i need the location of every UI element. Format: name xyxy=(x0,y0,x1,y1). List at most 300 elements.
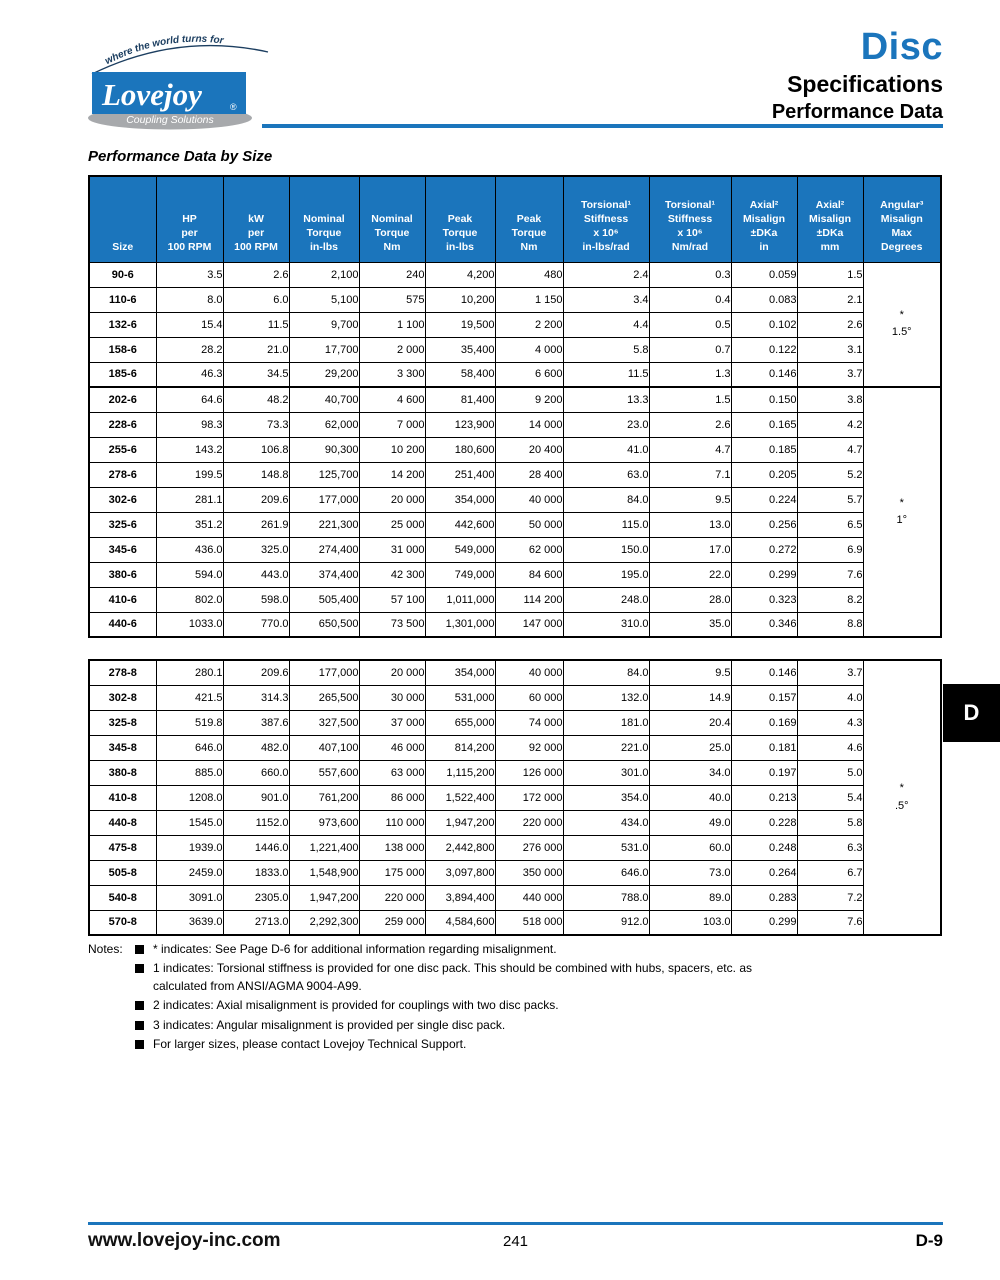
value-cell: 84 600 xyxy=(495,562,563,587)
value-cell: 9.5 xyxy=(649,487,731,512)
value-cell: 177,000 xyxy=(289,487,359,512)
value-cell: 0.181 xyxy=(731,735,797,760)
table-row xyxy=(89,785,941,810)
product-title: Disc xyxy=(860,26,943,68)
value-cell: 0.4 xyxy=(649,287,731,312)
value-cell: 5,100 xyxy=(289,287,359,312)
value-cell: 0.248 xyxy=(731,835,797,860)
value-cell: 115.0 xyxy=(563,512,649,537)
value-cell: 354,000 xyxy=(425,487,495,512)
value-cell: 17,700 xyxy=(289,337,359,362)
value-cell: 64.6 xyxy=(156,387,223,412)
value-cell: 110 000 xyxy=(359,810,425,835)
note-item xyxy=(135,1036,771,1053)
value-cell: 123,900 xyxy=(425,412,495,437)
value-cell: 814,200 xyxy=(425,735,495,760)
value-cell: 0.146 xyxy=(731,362,797,387)
footer-rule xyxy=(88,1222,943,1225)
table-row xyxy=(89,312,941,337)
value-cell: 1208.0 xyxy=(156,785,223,810)
value-cell: 172 000 xyxy=(495,785,563,810)
value-cell: 40 000 xyxy=(495,487,563,512)
value-cell: 40 000 xyxy=(495,660,563,685)
value-cell: 114 200 xyxy=(495,587,563,612)
value-cell: 650,500 xyxy=(289,612,359,637)
value-cell: 89.0 xyxy=(649,885,731,910)
value-cell: 4.0 xyxy=(797,685,863,710)
header-rule xyxy=(262,124,943,128)
value-cell: 1833.0 xyxy=(223,860,289,885)
registered-trademark-icon: ® xyxy=(230,102,237,112)
value-cell: 13.3 xyxy=(563,387,649,412)
value-cell: 9 200 xyxy=(495,387,563,412)
value-cell: 0.224 xyxy=(731,487,797,512)
value-cell: 2,292,300 xyxy=(289,910,359,935)
value-cell: 310.0 xyxy=(563,612,649,637)
value-cell: 8.2 xyxy=(797,587,863,612)
value-cell: 0.157 xyxy=(731,685,797,710)
value-cell: 22.0 xyxy=(649,562,731,587)
value-cell: 209.6 xyxy=(223,660,289,685)
value-cell: 20.4 xyxy=(649,710,731,735)
table-row xyxy=(89,835,941,860)
value-cell: 749,000 xyxy=(425,562,495,587)
notes-section xyxy=(88,941,771,1055)
size-cell: 185-6 xyxy=(89,362,156,387)
value-cell: 42 300 xyxy=(359,562,425,587)
value-cell: 314.3 xyxy=(223,685,289,710)
value-cell: 138 000 xyxy=(359,835,425,860)
value-cell: 770.0 xyxy=(223,612,289,637)
value-cell: 150.0 xyxy=(563,537,649,562)
table-row xyxy=(89,262,941,287)
value-cell: 0.228 xyxy=(731,810,797,835)
value-cell: 60 000 xyxy=(495,685,563,710)
column-header: Angular³ Misalign Max Degrees xyxy=(863,176,941,262)
footer-website-link[interactable]: www.lovejoy-inc.com xyxy=(88,1230,281,1251)
value-cell: 6.0 xyxy=(223,287,289,312)
value-cell: 351.2 xyxy=(156,512,223,537)
value-cell: 2 200 xyxy=(495,312,563,337)
size-cell: 132-6 xyxy=(89,312,156,337)
size-cell: 410-8 xyxy=(89,785,156,810)
value-cell: 126 000 xyxy=(495,760,563,785)
value-cell: 37 000 xyxy=(359,710,425,735)
value-cell: 2.4 xyxy=(563,262,649,287)
footer-page-code: D-9 xyxy=(915,1231,943,1250)
value-cell: 531,000 xyxy=(425,685,495,710)
value-cell: 440 000 xyxy=(495,885,563,910)
value-cell: 3091.0 xyxy=(156,885,223,910)
value-cell: 106.8 xyxy=(223,437,289,462)
notes-label: Notes: xyxy=(88,942,123,956)
performance-table-8-disc xyxy=(88,659,942,936)
section-tab-d: D xyxy=(943,684,1000,742)
value-cell: 31 000 xyxy=(359,537,425,562)
lovejoy-logo xyxy=(80,22,275,134)
value-cell: 58,400 xyxy=(425,362,495,387)
size-cell: 158-6 xyxy=(89,337,156,362)
value-cell: 209.6 xyxy=(223,487,289,512)
value-cell: 13.0 xyxy=(649,512,731,537)
value-cell: 17.0 xyxy=(649,537,731,562)
table-row xyxy=(89,710,941,735)
value-cell: 660.0 xyxy=(223,760,289,785)
value-cell: 387.6 xyxy=(223,710,289,735)
column-header: Nominal Torque in-lbs xyxy=(289,176,359,262)
value-cell: 885.0 xyxy=(156,760,223,785)
value-cell: 4.4 xyxy=(563,312,649,337)
square-bullet-icon xyxy=(135,1001,144,1010)
value-cell: 23.0 xyxy=(563,412,649,437)
value-cell: 2.1 xyxy=(797,287,863,312)
column-header: Peak Torque Nm xyxy=(495,176,563,262)
value-cell: 46.3 xyxy=(156,362,223,387)
value-cell: 63.0 xyxy=(563,462,649,487)
value-cell: 148.8 xyxy=(223,462,289,487)
value-cell: 3639.0 xyxy=(156,910,223,935)
value-cell: 14.9 xyxy=(649,685,731,710)
value-cell: 90,300 xyxy=(289,437,359,462)
value-cell: 0.150 xyxy=(731,387,797,412)
value-cell: 180,600 xyxy=(425,437,495,462)
table-row xyxy=(89,612,941,637)
value-cell: 5.0 xyxy=(797,760,863,785)
value-cell: 2459.0 xyxy=(156,860,223,885)
value-cell: 0.283 xyxy=(731,885,797,910)
value-cell: 2.6 xyxy=(649,412,731,437)
table-row xyxy=(89,387,941,412)
value-cell: 301.0 xyxy=(563,760,649,785)
size-cell: 228-6 xyxy=(89,412,156,437)
note-text: For larger sizes, please contact Lovejoy Technical Support. xyxy=(153,1036,467,1051)
value-cell: 4,200 xyxy=(425,262,495,287)
value-cell: 549,000 xyxy=(425,537,495,562)
value-cell: 557,600 xyxy=(289,760,359,785)
value-cell: 973,600 xyxy=(289,810,359,835)
value-cell: 0.146 xyxy=(731,660,797,685)
value-cell: 14 000 xyxy=(495,412,563,437)
value-cell: 575 xyxy=(359,287,425,312)
value-cell: 30 000 xyxy=(359,685,425,710)
value-cell: 436.0 xyxy=(156,537,223,562)
value-cell: 594.0 xyxy=(156,562,223,587)
value-cell: 57 100 xyxy=(359,587,425,612)
value-cell: 2.6 xyxy=(223,262,289,287)
value-cell: 4.7 xyxy=(649,437,731,462)
value-cell: 276 000 xyxy=(495,835,563,860)
value-cell: 62,000 xyxy=(289,412,359,437)
value-cell: 0.213 xyxy=(731,785,797,810)
value-cell: 0.165 xyxy=(731,412,797,437)
table-row xyxy=(89,760,941,785)
value-cell: 0.323 xyxy=(731,587,797,612)
value-cell: 7.6 xyxy=(797,562,863,587)
column-header: Axial² Misalign ±DKa in xyxy=(731,176,797,262)
value-cell: 84.0 xyxy=(563,660,649,685)
value-cell: 4 000 xyxy=(495,337,563,362)
table-row xyxy=(89,287,941,312)
value-cell: 519.8 xyxy=(156,710,223,735)
value-cell: 1,221,400 xyxy=(289,835,359,860)
value-cell: 518 000 xyxy=(495,910,563,935)
value-cell: 5.4 xyxy=(797,785,863,810)
table-row xyxy=(89,685,941,710)
value-cell: 40.0 xyxy=(649,785,731,810)
value-cell: 98.3 xyxy=(156,412,223,437)
note-item xyxy=(135,1017,771,1034)
angular-misalign-cell: * .5° xyxy=(863,660,941,935)
value-cell: 1033.0 xyxy=(156,612,223,637)
value-cell: 0.102 xyxy=(731,312,797,337)
value-cell: 1.5 xyxy=(649,387,731,412)
value-cell: 63 000 xyxy=(359,760,425,785)
value-cell: 0.169 xyxy=(731,710,797,735)
note-text: 2 indicates: Axial misalignment is provided for couplings with two disc packs. xyxy=(153,998,559,1013)
value-cell: 5.7 xyxy=(797,487,863,512)
value-cell: 1,947,200 xyxy=(425,810,495,835)
value-cell: 73.0 xyxy=(649,860,731,885)
value-cell: 86 000 xyxy=(359,785,425,810)
table-row xyxy=(89,810,941,835)
note-item xyxy=(135,997,771,1014)
angular-misalign-cell: * 1.5° xyxy=(863,262,941,387)
value-cell: 327,500 xyxy=(289,710,359,735)
value-cell: 221.0 xyxy=(563,735,649,760)
size-cell: 278-8 xyxy=(89,660,156,685)
page-subtitle-performance-data: Performance Data xyxy=(771,100,943,123)
value-cell: 1,522,400 xyxy=(425,785,495,810)
size-cell: 325-6 xyxy=(89,512,156,537)
value-cell: 195.0 xyxy=(563,562,649,587)
value-cell: 6.9 xyxy=(797,537,863,562)
value-cell: 407,100 xyxy=(289,735,359,760)
column-header: Torsional¹ Stiffness x 10⁶ in-lbs/rad xyxy=(563,176,649,262)
value-cell: 0.059 xyxy=(731,262,797,287)
section-title: Performance Data by Size xyxy=(88,148,273,165)
size-cell: 380-8 xyxy=(89,760,156,785)
value-cell: 62 000 xyxy=(495,537,563,562)
value-cell: 11.5 xyxy=(563,362,649,387)
value-cell: 14 200 xyxy=(359,462,425,487)
table-row xyxy=(89,537,941,562)
value-cell: 4.3 xyxy=(797,710,863,735)
column-header: HP per 100 RPM xyxy=(156,176,223,262)
table-row xyxy=(89,412,941,437)
table-row xyxy=(89,910,941,935)
value-cell: 6 600 xyxy=(495,362,563,387)
value-cell: 49.0 xyxy=(649,810,731,835)
value-cell: 261.9 xyxy=(223,512,289,537)
performance-table-6-disc xyxy=(88,175,942,638)
note-item xyxy=(135,960,771,995)
value-cell: 25 000 xyxy=(359,512,425,537)
value-cell: 125,700 xyxy=(289,462,359,487)
value-cell: 802.0 xyxy=(156,587,223,612)
size-cell: 325-8 xyxy=(89,710,156,735)
value-cell: 274,400 xyxy=(289,537,359,562)
value-cell: 1 150 xyxy=(495,287,563,312)
value-cell: 220 000 xyxy=(359,885,425,910)
table-6-disc xyxy=(88,175,942,638)
value-cell: 81,400 xyxy=(425,387,495,412)
value-cell: 421.5 xyxy=(156,685,223,710)
size-cell: 540-8 xyxy=(89,885,156,910)
table-row xyxy=(89,660,941,685)
page-header xyxy=(772,28,943,124)
value-cell: 34.5 xyxy=(223,362,289,387)
table-row xyxy=(89,562,941,587)
value-cell: 354,000 xyxy=(425,660,495,685)
value-cell: 73 500 xyxy=(359,612,425,637)
value-cell: 46 000 xyxy=(359,735,425,760)
value-cell: 1,548,900 xyxy=(289,860,359,885)
value-cell: 0.083 xyxy=(731,287,797,312)
value-cell: 0.299 xyxy=(731,910,797,935)
value-cell: 901.0 xyxy=(223,785,289,810)
value-cell: 482.0 xyxy=(223,735,289,760)
value-cell: 5.2 xyxy=(797,462,863,487)
value-cell: 259 000 xyxy=(359,910,425,935)
value-cell: 3.4 xyxy=(563,287,649,312)
table-row xyxy=(89,462,941,487)
value-cell: 2.6 xyxy=(797,312,863,337)
table-row xyxy=(89,885,941,910)
value-cell: 220 000 xyxy=(495,810,563,835)
value-cell: 251,400 xyxy=(425,462,495,487)
value-cell: 0.299 xyxy=(731,562,797,587)
value-cell: 6.7 xyxy=(797,860,863,885)
square-bullet-icon xyxy=(135,1021,144,1030)
size-cell: 345-6 xyxy=(89,537,156,562)
value-cell: 35.0 xyxy=(649,612,731,637)
size-cell: 440-8 xyxy=(89,810,156,835)
value-cell: 8.8 xyxy=(797,612,863,637)
logo-tagline: Coupling Solutions xyxy=(126,114,214,126)
value-cell: 2305.0 xyxy=(223,885,289,910)
value-cell: 0.3 xyxy=(649,262,731,287)
table-row xyxy=(89,587,941,612)
value-cell: 74 000 xyxy=(495,710,563,735)
value-cell: 248.0 xyxy=(563,587,649,612)
value-cell: 1152.0 xyxy=(223,810,289,835)
size-cell: 345-8 xyxy=(89,735,156,760)
value-cell: 3.8 xyxy=(797,387,863,412)
value-cell: 6.5 xyxy=(797,512,863,537)
value-cell: 4 600 xyxy=(359,387,425,412)
value-cell: 280.1 xyxy=(156,660,223,685)
value-cell: 35,400 xyxy=(425,337,495,362)
value-cell: 354.0 xyxy=(563,785,649,810)
size-cell: 570-8 xyxy=(89,910,156,935)
value-cell: 7.6 xyxy=(797,910,863,935)
value-cell: 10 200 xyxy=(359,437,425,462)
value-cell: 2713.0 xyxy=(223,910,289,935)
table-row xyxy=(89,735,941,760)
value-cell: 350 000 xyxy=(495,860,563,885)
value-cell: 221,300 xyxy=(289,512,359,537)
value-cell: 912.0 xyxy=(563,910,649,935)
value-cell: 443.0 xyxy=(223,562,289,587)
value-cell: 3.7 xyxy=(797,362,863,387)
value-cell: 2,100 xyxy=(289,262,359,287)
value-cell: 0.272 xyxy=(731,537,797,562)
value-cell: 20 400 xyxy=(495,437,563,462)
value-cell: 3,894,400 xyxy=(425,885,495,910)
value-cell: 7.2 xyxy=(797,885,863,910)
value-cell: 7 000 xyxy=(359,412,425,437)
value-cell: 0.5 xyxy=(649,312,731,337)
value-cell: 7.1 xyxy=(649,462,731,487)
size-cell: 255-6 xyxy=(89,437,156,462)
value-cell: 442,600 xyxy=(425,512,495,537)
header-row xyxy=(89,176,941,262)
value-cell: 1.3 xyxy=(649,362,731,387)
square-bullet-icon xyxy=(135,945,144,954)
page-subtitle-specifications: Specifications xyxy=(787,70,943,97)
value-cell: 15.4 xyxy=(156,312,223,337)
value-cell: 374,400 xyxy=(289,562,359,587)
value-cell: 480 xyxy=(495,262,563,287)
size-cell: 380-6 xyxy=(89,562,156,587)
angular-misalign-cell: * 1° xyxy=(863,387,941,637)
value-cell: 1 100 xyxy=(359,312,425,337)
column-header: Nominal Torque Nm xyxy=(359,176,425,262)
logo-arc-tagline: where the world turns for xyxy=(103,33,225,68)
value-cell: 0.256 xyxy=(731,512,797,537)
value-cell: 41.0 xyxy=(563,437,649,462)
value-cell: 1,011,000 xyxy=(425,587,495,612)
value-cell: 3.5 xyxy=(156,262,223,287)
note-text: * indicates: See Page D-6 for additional information regarding misalignment. xyxy=(153,942,557,956)
column-header: Axial² Misalign ±DKa mm xyxy=(797,176,863,262)
value-cell: 0.205 xyxy=(731,462,797,487)
table-8-disc xyxy=(88,659,942,936)
table-row xyxy=(89,437,941,462)
value-cell: 19,500 xyxy=(425,312,495,337)
value-cell: 21.0 xyxy=(223,337,289,362)
value-cell: 4.7 xyxy=(797,437,863,462)
value-cell: 103.0 xyxy=(649,910,731,935)
size-cell: 90-6 xyxy=(89,262,156,287)
value-cell: 646.0 xyxy=(563,860,649,885)
value-cell: 1446.0 xyxy=(223,835,289,860)
value-cell: 1,947,200 xyxy=(289,885,359,910)
value-cell: 177,000 xyxy=(289,660,359,685)
value-cell: 34.0 xyxy=(649,760,731,785)
value-cell: 28.0 xyxy=(649,587,731,612)
value-cell: 788.0 xyxy=(563,885,649,910)
size-cell: 440-6 xyxy=(89,612,156,637)
size-cell: 302-8 xyxy=(89,685,156,710)
value-cell: 175 000 xyxy=(359,860,425,885)
value-cell: 40,700 xyxy=(289,387,359,412)
value-cell: 147 000 xyxy=(495,612,563,637)
value-cell: 1939.0 xyxy=(156,835,223,860)
value-cell: 598.0 xyxy=(223,587,289,612)
value-cell: 505,400 xyxy=(289,587,359,612)
value-cell: 3,097,800 xyxy=(425,860,495,885)
value-cell: 3.1 xyxy=(797,337,863,362)
value-cell: 181.0 xyxy=(563,710,649,735)
value-cell: 0.346 xyxy=(731,612,797,637)
note-text: 3 indicates: Angular misalignment is provided per single disc pack. xyxy=(153,1017,506,1032)
value-cell: 8.0 xyxy=(156,287,223,312)
value-cell: 265,500 xyxy=(289,685,359,710)
value-cell: 1,301,000 xyxy=(425,612,495,637)
value-cell: 28 400 xyxy=(495,462,563,487)
value-cell: 25.0 xyxy=(649,735,731,760)
